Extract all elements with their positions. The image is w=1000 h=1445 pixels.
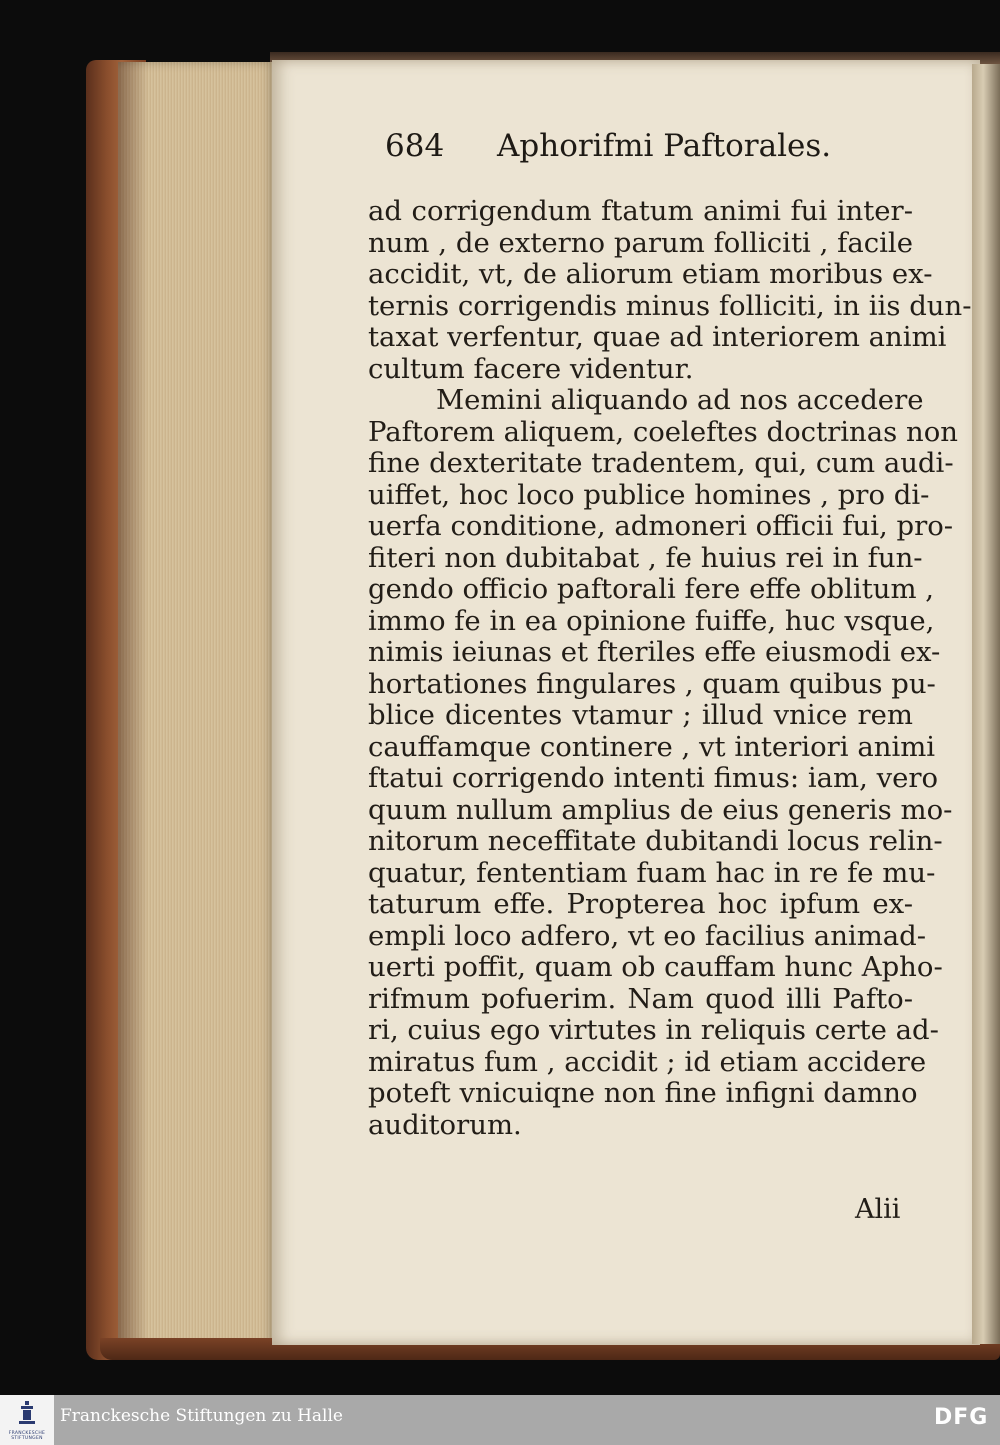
text-line: miratus fum , accidit ; id etiam accidere [368, 1045, 927, 1078]
text-line: empli loco adfero, vt eo facilius animad- [368, 919, 927, 952]
text-line: accidit, vt, de aliorum etiam moribus ex- [368, 258, 933, 290]
text-line: cauffamque continere , vt interiori animi [368, 730, 936, 763]
page-number: 684 [385, 128, 445, 164]
text-line: taxat verfentur, quae ad interiorem animi [368, 321, 947, 353]
text-line: uerfa conditione, admoneri officii fui, pro- [368, 510, 954, 542]
text-line: cultum facere videntur. [368, 352, 694, 385]
running-header [385, 128, 925, 172]
text-line: nitorum neceffitate dubitandi locus relin- [368, 825, 943, 857]
dfg-logo[interactable]: DFG [934, 1405, 989, 1430]
logo-caption: FRANCKESCHE STIFTUNGEN [8, 1431, 46, 1441]
text-line: ad corrigendum ftatum animi fui inter- [368, 195, 913, 227]
text-line: quatur, fententiam fuam hac in re fe mu- [368, 856, 936, 889]
body-text [368, 195, 972, 1141]
facing-page-edge [972, 64, 1000, 1344]
institution-logo[interactable] [0, 1395, 54, 1445]
text-line: auditorum. [368, 1108, 522, 1141]
text-line: ftatui corrigendo intenti fimus: iam, vero [368, 762, 939, 794]
text-line: nimis ieiunas et fteriles effe eiusmodi ex- [368, 636, 941, 668]
text-line: fine dexteritate tradentem, qui, cum audi- [368, 447, 954, 479]
text-line: uerti poffit, quam ob cauffam hunc Apho- [368, 951, 943, 983]
text-line: ternis corrigendis minus folliciti, in iis dun- [368, 289, 972, 322]
text-line: immo fe in ea opinione fuiffe, huc vsque, [368, 604, 935, 637]
orphanage-emblem-icon [19, 1401, 35, 1425]
catchword: Alii [855, 1194, 901, 1225]
text-line: ri, cuius ego virtutes in reliquis certe ad- [368, 1014, 939, 1046]
viewer-footer [0, 1395, 1000, 1445]
text-line: rifmum pofuerim. Nam quod illi Pafto- [368, 982, 913, 1015]
text-line: fiteri non dubitabat , fe huius rei in fun- [368, 541, 923, 574]
text-line: gendo officio paftorali fere effe oblitum , [368, 573, 935, 605]
text-line: Paftorem aliquem, coeleftes doctrinas non [368, 415, 958, 448]
text-line: num , de externo parum folliciti , facile [368, 226, 913, 259]
text-line: poteft vnicuiqne non fine infigni damno [368, 1077, 918, 1109]
text-line: quum nullum amplius de eius generis mo- [368, 793, 953, 826]
running-title: Aphorifmi Paftorales. [497, 128, 832, 164]
page-edges-shadow [118, 62, 148, 1352]
text-line: hortationes fingulares , quam quibus pu- [368, 667, 936, 700]
institution-name[interactable]: Franckesche Stiftungen zu Halle [60, 1406, 343, 1426]
text-line: uiffet, hoc loco publice homines , pro di- [368, 478, 930, 511]
text-line: taturum effe. Propterea hoc ipfum ex- [368, 888, 913, 920]
text-line: blice dicentes vtamur ; illud vnice rem [368, 699, 913, 731]
text-line: Memini aliquando ad nos accedere [436, 384, 924, 416]
